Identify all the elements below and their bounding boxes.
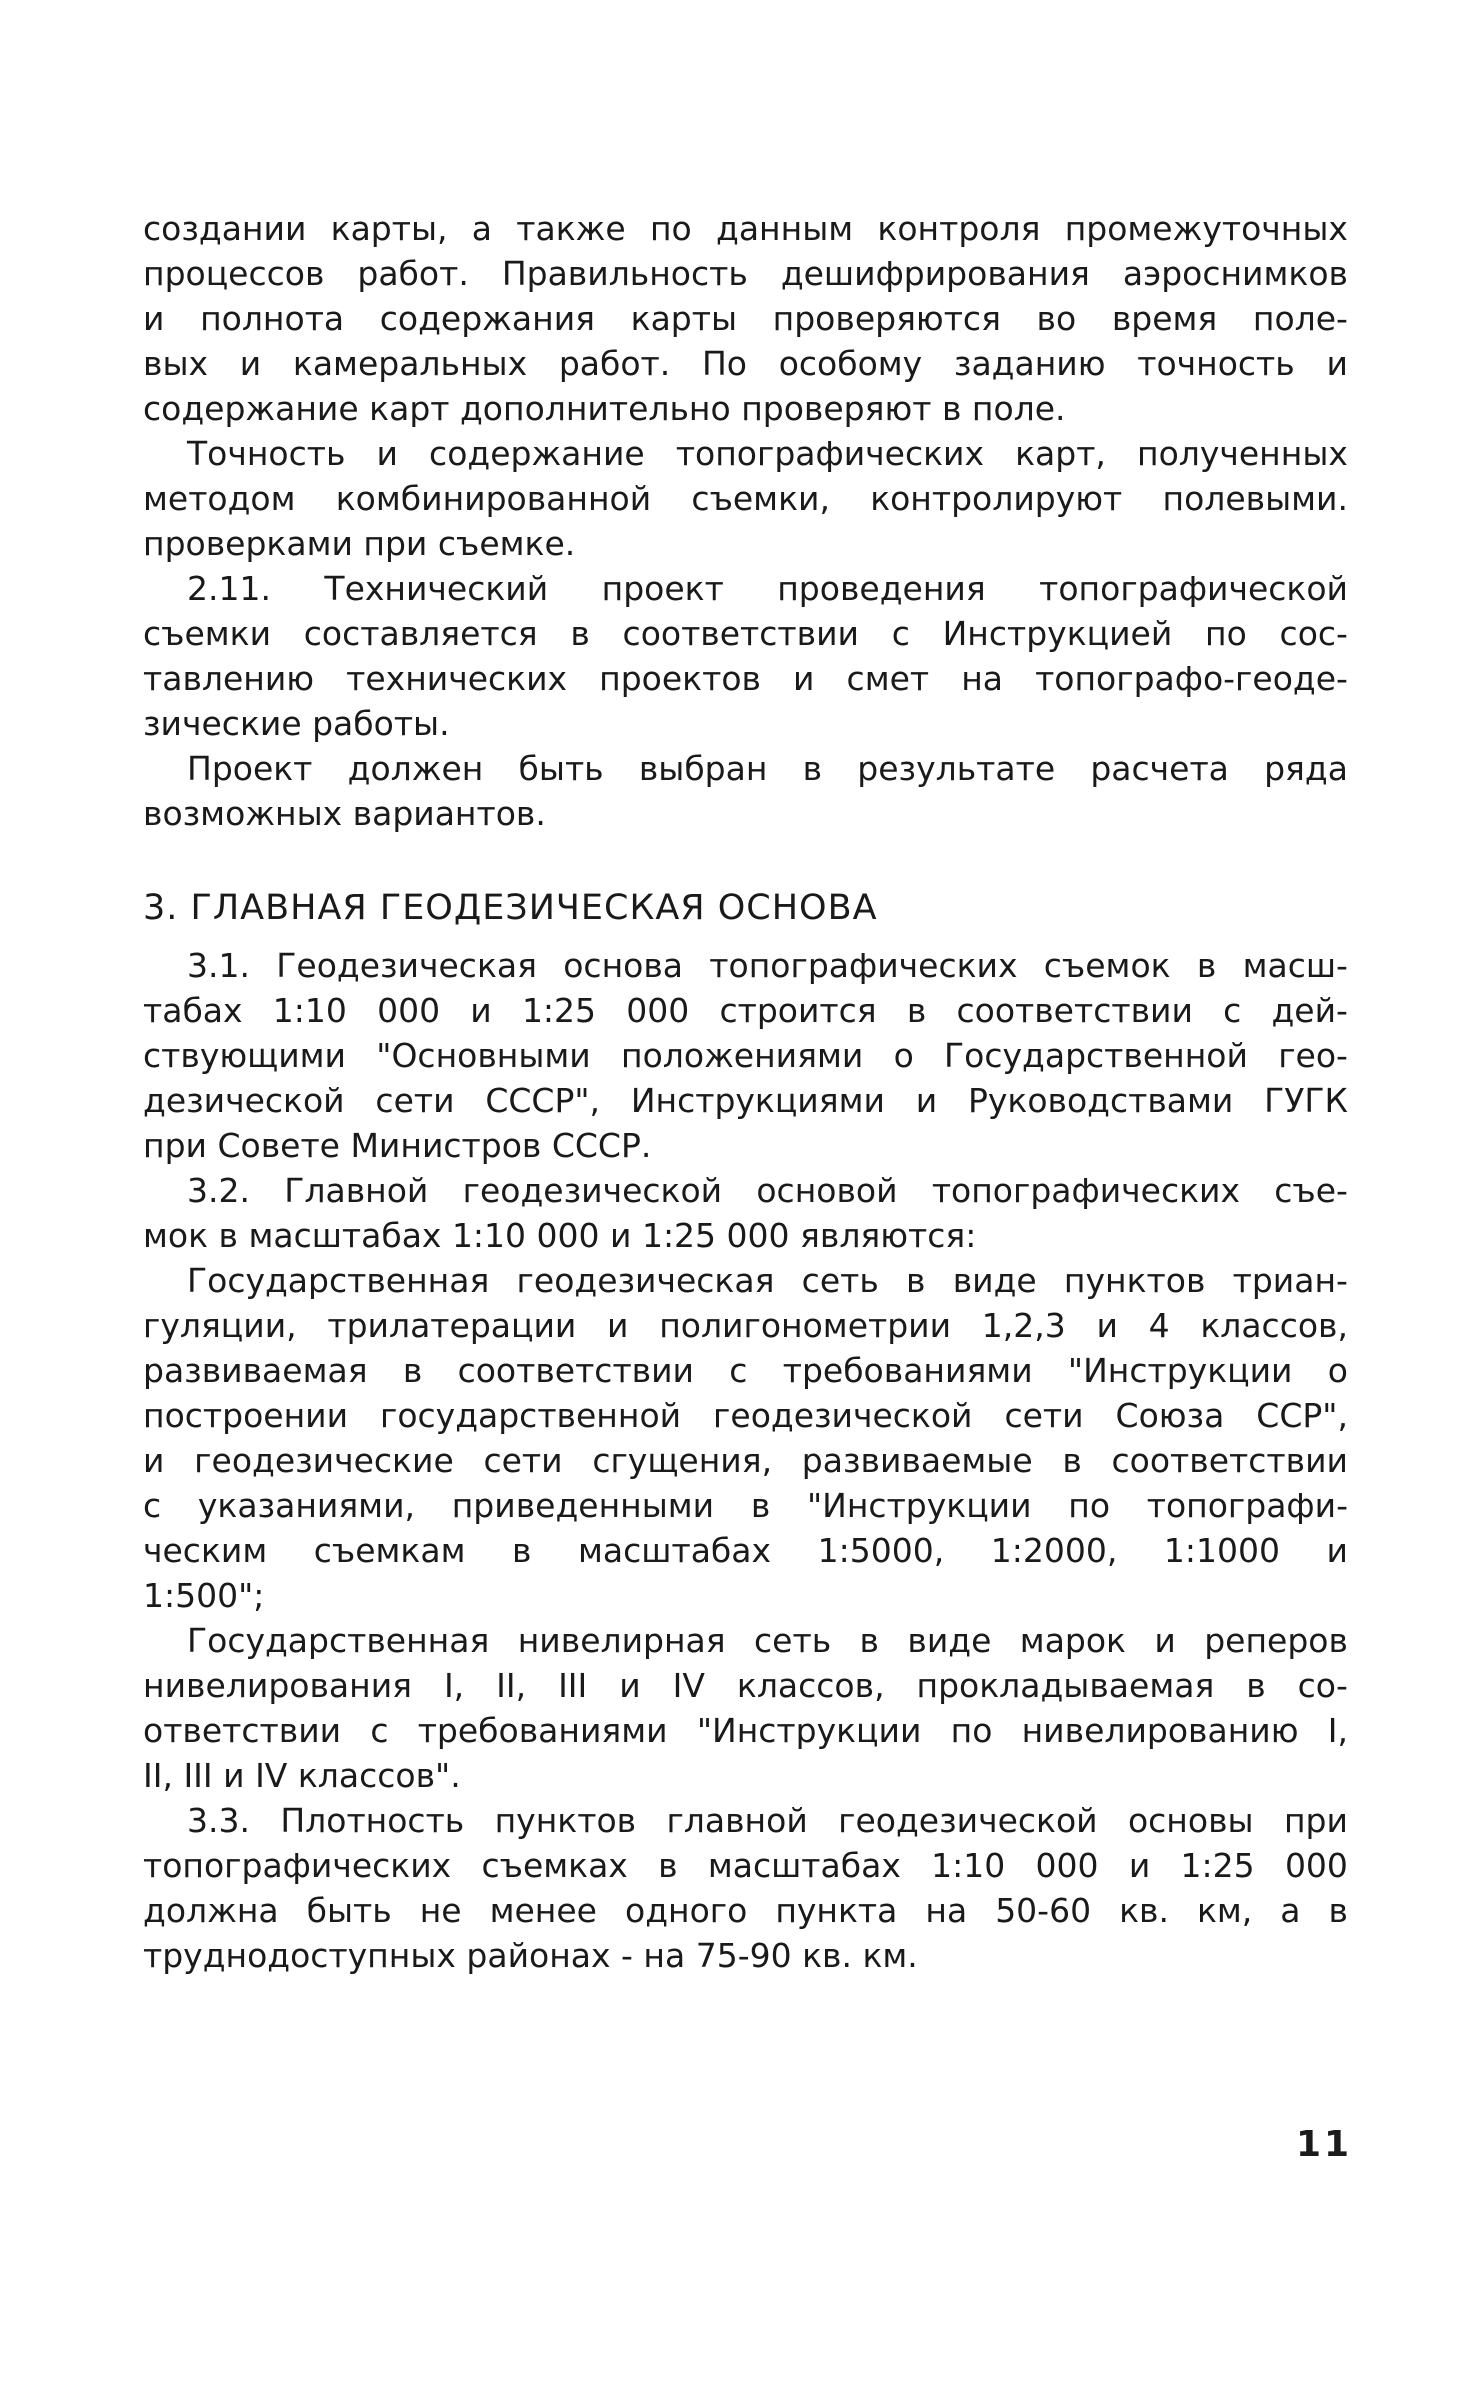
text-line: нивелирования I, II, III и IV классов, прокладываемая в со- [143, 1666, 1348, 1705]
page-number: 11 [1296, 2124, 1353, 2165]
text-line: и геодезические сети сгущения, развиваемые в соответствии [143, 1441, 1348, 1480]
text-line: 3.1. Геодезическая основа топографических съемок в масш- [187, 946, 1348, 985]
text-line: ответствии с требованиями "Инструкции по нивелированию I, [143, 1711, 1348, 1750]
text-line: мок в масштабах 1:10 000 и 1:25 000 являются: [143, 1216, 977, 1255]
text-block-lower [143, 943, 1348, 1978]
text-line: должна быть не менее одного пункта на 50-60 кв. км, а в [143, 1891, 1348, 1930]
section-heading: 3. ГЛАВНАЯ ГЕОДЕЗИЧЕСКАЯ ОСНОВА [143, 888, 878, 928]
text-line: труднодоступных районах - на 75-90 кв. км. [143, 1936, 918, 1975]
text-line: процессов работ. Правильность дешифрирования аэроснимков [143, 254, 1348, 293]
text-line: методом комбинированной съемки, контролируют полевыми. [143, 479, 1348, 518]
text-line: гуляции, трилатерации и полигонометрии 1,2,3 и 4 классов, [143, 1306, 1348, 1345]
text-line: 3.2. Главной геодезической основой топографических съе- [187, 1171, 1348, 1210]
text-line: построении государственной геодезической сети Союза ССР", [143, 1396, 1348, 1435]
text-block-upper [143, 206, 1348, 836]
text-line: ческим съемкам в масштабах 1:5000, 1:2000, 1:1000 и [143, 1531, 1348, 1570]
text-line: 2.11. Технический проект проведения топографической [187, 569, 1348, 608]
text-line: топографических съемках в масштабах 1:10 000 и 1:25 000 [143, 1846, 1348, 1885]
text-line: II, III и IV классов". [143, 1756, 461, 1795]
text-line: и полнота содержания карты проверяются во время поле- [143, 299, 1348, 338]
text-line: табах 1:10 000 и 1:25 000 строится в соответствии с дей- [143, 991, 1348, 1030]
text-line: ствующими "Основными положениями о Государственной гео- [143, 1036, 1348, 1075]
text-line: Проект должен быть выбран в результате расчета ряда [187, 749, 1348, 788]
text-line: 1:500"; [143, 1576, 265, 1615]
text-line: при Совете Министров СССР. [143, 1126, 652, 1165]
text-line: дезической сети СССР", Инструкциями и Руководствами ГУГК [143, 1081, 1348, 1120]
text-line: проверками при съемке. [143, 524, 576, 563]
text-line: содержание карт дополнительно проверяют в поле. [143, 389, 1066, 428]
text-line: возможных вариантов. [143, 794, 546, 833]
text-line: вых и камеральных работ. По особому заданию точность и [143, 344, 1348, 383]
text-line: съемки составляется в соответствии с Инструкцией по сос- [143, 614, 1348, 653]
text-line: 3.3. Плотность пунктов главной геодезической основы при [187, 1801, 1348, 1840]
text-line: Государственная геодезическая сеть в виде пунктов триан- [187, 1261, 1348, 1300]
text-line: создании карты, а также по данным контроля промежуточных [143, 209, 1348, 248]
text-line: с указаниями, приведенными в "Инструкции по топографи- [143, 1486, 1348, 1525]
text-line: Государственная нивелирная сеть в виде марок и реперов [187, 1621, 1348, 1660]
text-line: зические работы. [143, 704, 450, 743]
text-line: тавлению технических проектов и смет на топографо-геоде- [143, 659, 1348, 698]
text-line: развиваемая в соответствии с требованиями "Инструкции о [143, 1351, 1348, 1390]
text-line: Точность и содержание топографических карт, полученных [187, 434, 1348, 473]
